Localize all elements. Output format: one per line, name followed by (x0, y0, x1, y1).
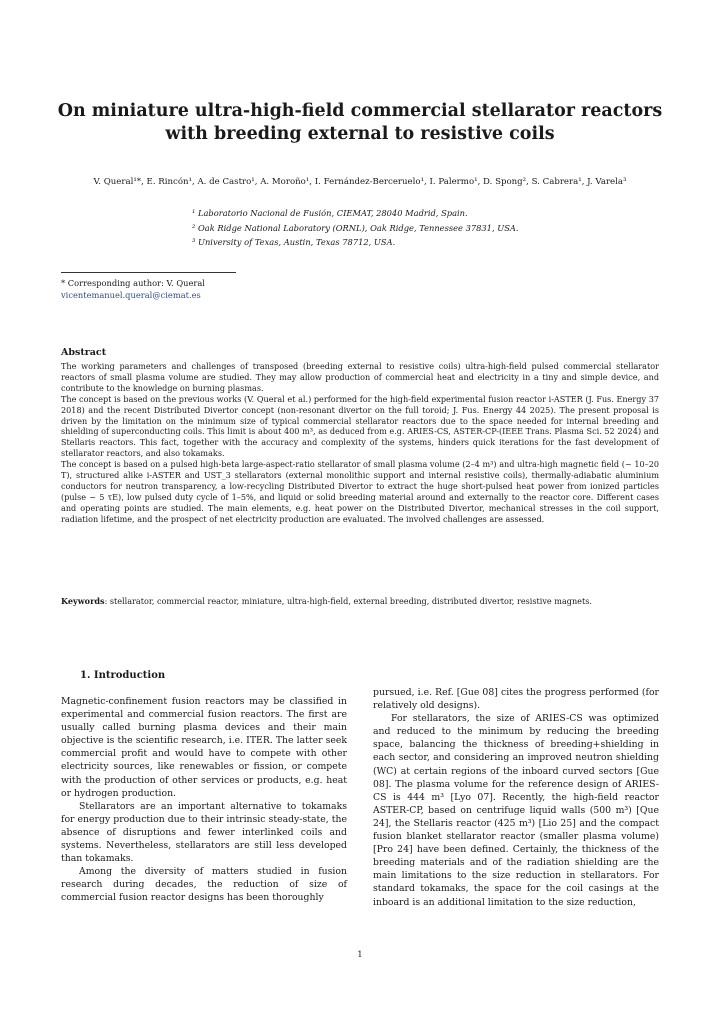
footnote-label: * Corresponding author: V. Queral (61, 278, 205, 288)
keywords-label: Keywords (61, 596, 105, 606)
keywords (61, 596, 659, 607)
abstract-paragraph: The concept is based on the previous works (V. Queral et al.) performed for the high-field experimental fusion reactor i-ASTER (J. Fus. Energy 37 2018) and the recent Distributed Divertor concept (non-resonant divertor on the full toroid; J. Fus. Energy 44 2025). The present proposal is driven by the limitation on the minimum size of typical commercial stellarator reactors due to the space needed for internal breeding and shielding of superconducting coils. This limit is about 400 m³, as deduced from e.g. ARIES-CS, ASTER-CP-(IEEE Trans. Plasma Sci. 52 2024) and Stellaris reactors. This fact, together with the accuracy and complexity of the systems, hinders quick iterations for the fast development of stellarator reactors, and also tokamaks. (61, 393, 659, 459)
right-column (373, 686, 659, 909)
affiliation-2: ² Oak Ridge National Laboratory (ORNL), Oak Ridge, Tennessee 37831, USA. (192, 222, 519, 233)
body-paragraph: Magnetic-confinement fusion reactors may be classified in experimental and commercial fusion reactors. The first are usually called burning plasma devices and their main objective is the scientific research, i.e. ITER. The latter seek commercial profit and would have to compete with other electricity sources, like renewables or fission, or compete with the production of other services or products, e.g. heat or hydrogen production. (61, 696, 347, 799)
footnote-divider (61, 272, 236, 273)
left-column (61, 695, 347, 905)
author-list: V. Queral¹*, E. Rincón¹, A. de Castro¹, A. Moroño¹, I. Fernández-Berceruelo¹, I. Palermo¹, D. Spong², S. Cabrera¹, J. Varela³ (93, 177, 627, 187)
abstract-heading: Abstract (61, 347, 107, 358)
page-number: 1 (357, 950, 363, 960)
body-paragraph: Among the diversity of matters studied in fusion research during decades, the reduction of size of commercial fusion reactor designs has been thoroughly (61, 866, 347, 904)
abstract-paragraph: The working parameters and challenges of transposed (breeding external to resistive coils) ultra-high-field pulsed commercial stellarator reactors of small plasma volume are studied. They may allow production of commercial heat and electricity in a tiny and simple device, and contribute to the knowledge on burning plasmas. (61, 361, 659, 393)
affiliation-3: ³ University of Texas, Austin, Texas 78712, USA. (192, 237, 396, 247)
author-email-link[interactable]: vicentemanuel.queral@ciemat.es (61, 290, 201, 300)
body-paragraph: Stellarators are an important alternative to tokamaks for energy production due to their intrinsic steady-state, the absence of disruptions and fewer interlinked coils and systems. Nevertheless, stellarators are still less developed than tokamaks. (61, 800, 347, 865)
paper-title: On miniature ultra-high-field commercial stellarator reactors with breeding external to resistive coils (57, 101, 663, 144)
affiliation-1: ¹ Laboratorio Nacional de Fusión, CIEMAT, 28040 Madrid, Spain. (192, 208, 468, 218)
corresponding-author-footnote (61, 277, 205, 301)
abstract-paragraph: The concept is based on a pulsed high-beta large-aspect-ratio stellarator of small plasma volume (2–4 m³) and ultra-high magnetic field (~ 10–20 T), structured alike i-ASTER and UST_3 stellarators (external monolithic support and internal resistive coils), thermally-adiabatic aluminium conductors for neutron transparency, a low-recycling Distributed Divertor to extract the huge short-pulsed heat power from ionized particles (pulse ~ 5 τE), low pulsed duty cycle of 1–5%, and liquid or solid breeding material around and externally to the reactor core. Different cases and operating points are studied. The main elements, e.g. heat power on the Distributed Divertor, mechanical stresses in the coil support, radiation lifetime, and the prospect of net electricity production are evaluated. The involved challenges are assessed. (61, 459, 659, 524)
section-heading-introduction: 1. Introduction (80, 670, 166, 681)
body-paragraph: For stellarators, the size of ARIES-CS was optimized and reduced to the minimum by reducing the breeding space, balancing the thickness of breeding+shielding in each sector, and considering an improved neutron shielding (WC) at certain regions of the inboard curved sectors [Gue 08]. The plasma volume for the reference design of ARIES-CS is 444 m³ [Lyo 07]. Recently, the high-field reactor ASTER-CP, based on centrifuge liquid walls (500 m³) [Que 24], the Stellaris reactor (425 m³) [Lio 25] and the compact fusion blanket stellarator reactor (smaller plasma volume) [Pro 24] have been defined. Certainly, the thickness of the breeding materials and of the radiation shielding are the main limitations to the size reduction in stellarators. For standard tokamaks, the space for the coil casings at the inboard is an additional limitation to the size reduction, (373, 713, 659, 908)
keywords-text: : stellarator, commercial reactor, miniature, ultra-high-field, external breeding, distributed divertor, resistive magnets. (104, 596, 592, 606)
affiliations (192, 206, 519, 250)
abstract-body (61, 361, 659, 525)
body-paragraph: pursued, i.e. Ref. [Gue 08] cites the progress performed (for relatively old designs). (373, 687, 659, 712)
